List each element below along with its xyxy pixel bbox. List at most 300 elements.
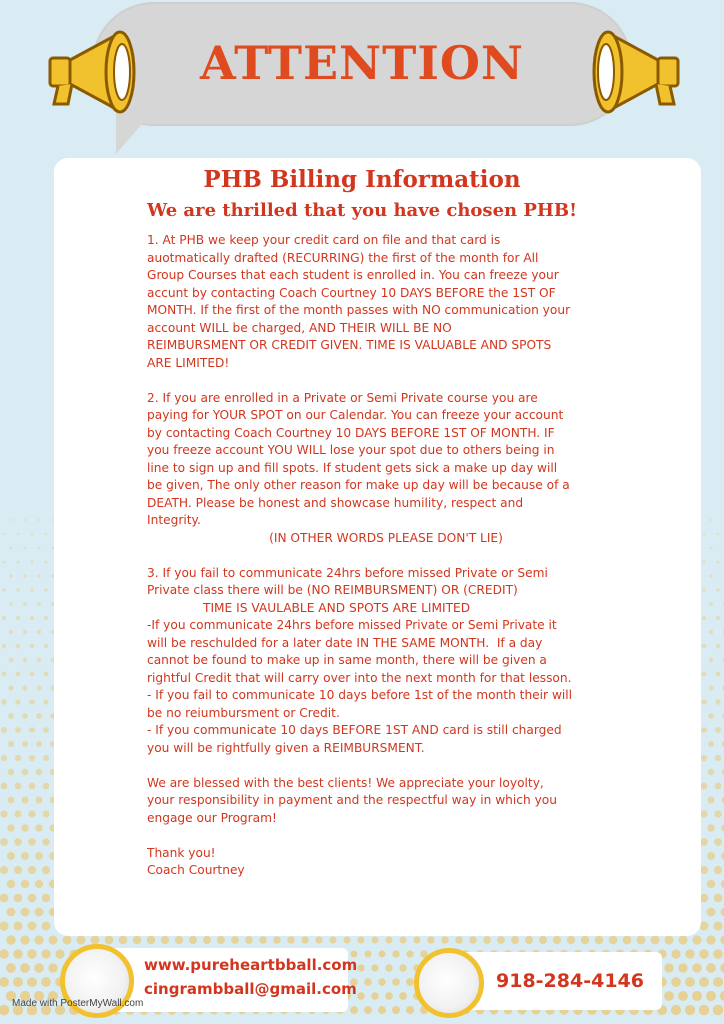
dot — [161, 936, 169, 944]
dot — [427, 936, 434, 943]
dot — [671, 949, 680, 958]
dot — [7, 824, 15, 832]
dot — [30, 644, 34, 648]
text-line: line to sign up and fill spots. If student gets sick a make up day will — [147, 460, 558, 475]
dot — [175, 936, 183, 944]
dot — [37, 630, 41, 634]
dot — [37, 602, 41, 606]
dot — [203, 936, 211, 944]
dot — [21, 824, 28, 831]
dot — [1, 727, 7, 733]
dot — [692, 935, 701, 944]
dot — [189, 936, 197, 944]
dot — [392, 978, 400, 986]
text-line: engage our Program! — [147, 810, 277, 825]
dot — [511, 936, 519, 944]
dot — [23, 574, 26, 577]
dot — [706, 991, 716, 1001]
card-heading: PHB Billing Information — [203, 166, 521, 193]
dot — [27, 977, 37, 987]
dot — [714, 894, 723, 903]
dot — [581, 936, 589, 944]
dot — [720, 935, 724, 944]
dot — [357, 992, 365, 1000]
dot — [708, 769, 715, 776]
dot — [43, 783, 50, 790]
dot — [9, 574, 12, 577]
dot — [685, 977, 695, 987]
dot — [34, 935, 43, 944]
dot — [16, 616, 20, 620]
dot — [710, 519, 712, 521]
dot — [8, 769, 15, 776]
dot — [23, 658, 28, 663]
dot — [29, 727, 35, 733]
dot — [702, 588, 706, 592]
dot — [1, 699, 6, 704]
time-limited-note: TIME IS VAULABLE AND SPOTS ARE LIMITED — [203, 600, 471, 615]
dot — [707, 852, 715, 860]
dot — [701, 727, 707, 733]
dot — [385, 964, 392, 971]
dot — [678, 963, 688, 973]
dot — [6, 935, 15, 944]
dot — [717, 533, 720, 536]
dot — [245, 936, 253, 944]
dot — [716, 644, 720, 648]
made-with-credit[interactable]: Made with PosterMyWall.com — [12, 998, 144, 1009]
dot — [38, 547, 41, 550]
dot — [7, 908, 16, 917]
email-link[interactable]: cingrambball@gmail.com — [144, 980, 357, 998]
dot — [715, 727, 721, 733]
dot — [63, 936, 72, 945]
dot — [364, 1006, 372, 1014]
billing-terms-text — [147, 232, 625, 880]
dot — [36, 741, 42, 747]
dot — [707, 908, 716, 917]
text-line: your responsibility in payment and the respectful way in which you — [147, 793, 557, 807]
text-line: - If you communicate 10 days BEFORE 1ST AND card is still charged — [147, 723, 562, 737]
dot — [44, 672, 49, 677]
dot — [406, 978, 414, 986]
dot — [35, 824, 42, 831]
text-line: Coach Courtney — [147, 863, 245, 877]
dot — [609, 936, 618, 945]
dot — [21, 880, 29, 888]
dot — [43, 699, 48, 704]
dot — [664, 991, 674, 1001]
text-line: ARE LIMITED! — [147, 355, 230, 370]
text-line: 1. At PHB we keep your credit card on file and that card is — [147, 233, 501, 247]
dot — [30, 616, 34, 620]
dot — [701, 699, 706, 704]
dot — [45, 533, 48, 536]
dot — [699, 977, 709, 987]
text-line: rightful Credit that will carry over into the next month for that lesson. — [147, 670, 572, 685]
dot — [720, 963, 724, 973]
dot — [700, 838, 708, 846]
dot — [701, 783, 708, 790]
dot — [13, 977, 23, 987]
dot — [0, 810, 7, 817]
terms-section-3 — [147, 565, 625, 600]
dot — [709, 658, 714, 663]
dot — [378, 978, 386, 986]
dot — [692, 963, 702, 973]
dot — [9, 602, 13, 606]
dot — [441, 936, 448, 943]
dot — [315, 936, 322, 943]
dot — [358, 937, 365, 944]
dot — [329, 936, 336, 943]
dot — [23, 602, 27, 606]
dot — [28, 894, 37, 903]
dot — [715, 755, 721, 761]
dot — [708, 741, 714, 747]
dot — [357, 964, 364, 971]
dot — [715, 699, 720, 704]
dot — [22, 741, 28, 747]
dot — [35, 880, 43, 888]
dot — [706, 935, 715, 944]
text-line: MONTH. If the first of the month passes with NO communication your — [147, 303, 571, 317]
text-line: DEATH. Please be honest and showcase humility, respect and — [147, 495, 524, 510]
honesty-note: (IN OTHER WORDS PLEASE DON'T LIE) — [269, 530, 503, 545]
dot — [259, 936, 267, 944]
dot — [22, 685, 27, 690]
dot — [231, 936, 239, 944]
text-line: auotmatically drafted (RECURRING) the first of the month for All — [147, 250, 539, 265]
dot — [15, 755, 21, 761]
text-line — [147, 372, 625, 390]
dot — [41, 977, 51, 987]
dot — [709, 574, 712, 577]
dot — [2, 560, 5, 563]
dot — [7, 852, 15, 860]
dot — [10, 519, 12, 521]
dot — [378, 950, 385, 957]
dot — [9, 630, 13, 634]
dot — [595, 936, 603, 944]
dot — [45, 561, 48, 564]
text-line — [147, 827, 625, 845]
website-link[interactable]: www.pureheartbball.com — [144, 956, 358, 974]
dot — [685, 1005, 695, 1015]
dot — [703, 533, 706, 536]
dot — [371, 992, 379, 1000]
dot — [21, 908, 30, 917]
dot — [664, 963, 673, 972]
text-line: accunt by contacting Coach Courtney 10 DAYS BEFORE the 1ST OF — [147, 285, 556, 300]
dot — [715, 783, 722, 790]
dot — [721, 908, 724, 917]
dot — [378, 1006, 386, 1014]
dot — [699, 949, 708, 958]
dot — [44, 616, 48, 620]
dot — [3, 533, 6, 536]
dot — [14, 810, 21, 817]
dot — [386, 937, 393, 944]
dot — [24, 547, 27, 550]
dot — [525, 936, 533, 944]
dot — [707, 824, 714, 831]
dot — [13, 921, 22, 930]
gold-ring-decoration — [414, 948, 484, 1018]
text-line: -If you communicate 24hrs before missed Private or Semi Private it — [147, 618, 557, 632]
dot — [651, 936, 660, 945]
spacer — [147, 547, 625, 565]
dot — [42, 894, 50, 902]
dot — [42, 838, 50, 846]
dot — [21, 852, 29, 860]
text-line: will be reschulded for a later date IN THE SAME MONTH. If a day — [147, 635, 543, 650]
dot — [77, 936, 86, 945]
dot — [36, 713, 42, 719]
dot — [710, 547, 713, 550]
dot — [38, 519, 40, 521]
dot — [716, 560, 719, 563]
phone-number[interactable]: 918-284-4146 — [496, 970, 644, 992]
dot — [706, 963, 716, 973]
text-line: - If you fail to communicate 10 days before 1st of the month their will — [147, 688, 573, 702]
dot — [385, 992, 393, 1000]
text-line: We are blessed with the best clients! We appreciate your loyolty, — [147, 775, 544, 790]
dot — [392, 1006, 400, 1014]
dot — [29, 783, 36, 790]
dot — [28, 866, 36, 874]
dot — [406, 950, 413, 957]
dot — [399, 964, 406, 971]
card-subheading: We are thrilled that you have chosen PHB! — [146, 200, 578, 221]
dot — [44, 588, 47, 591]
dot — [702, 560, 705, 563]
dot — [15, 727, 21, 733]
dot — [364, 950, 371, 957]
dot — [16, 588, 20, 592]
dot — [20, 963, 30, 973]
text-line — [147, 757, 625, 775]
text-line: Integrity. — [147, 513, 201, 527]
dot — [42, 866, 50, 874]
dot — [716, 672, 721, 677]
dot — [0, 838, 8, 846]
terms-section-3-details — [147, 617, 625, 880]
dot — [708, 797, 715, 804]
dot — [637, 936, 646, 945]
dot — [8, 685, 13, 690]
dot — [2, 644, 6, 648]
dot — [623, 936, 632, 945]
dot — [133, 936, 141, 944]
dot — [42, 810, 49, 817]
dot — [28, 838, 36, 846]
dot — [702, 672, 707, 677]
dot — [15, 699, 20, 704]
dot — [8, 741, 14, 747]
dot — [350, 1006, 358, 1014]
dot — [2, 616, 6, 620]
dot — [702, 644, 706, 648]
dot — [0, 949, 9, 959]
terms-section-1-2 — [147, 232, 625, 530]
dot — [301, 936, 308, 943]
text-line: 2. If you are enrolled in a Private or Semi Private course you are — [147, 390, 538, 405]
dot — [709, 602, 713, 606]
dot — [30, 560, 33, 563]
dot — [708, 685, 713, 690]
dot — [10, 547, 13, 550]
dot — [36, 685, 41, 690]
dot — [671, 977, 681, 987]
dot — [413, 936, 420, 943]
dot — [22, 797, 29, 804]
dot — [720, 991, 724, 1001]
dot — [708, 713, 714, 719]
dot — [399, 992, 407, 1000]
dot — [0, 1005, 9, 1016]
dot — [24, 519, 26, 521]
dot — [14, 866, 22, 874]
text-line: REIMBURSMENT OR CREDIT GIVEN. TIME IS VALUABLE AND SPOTS — [147, 338, 552, 352]
dot — [48, 935, 57, 944]
text-line: you freeze account YOU WILL lose your spot due to others being in — [147, 443, 555, 457]
dot — [343, 936, 350, 943]
dot — [9, 658, 14, 663]
dot — [364, 978, 371, 985]
dot — [0, 894, 8, 903]
dot — [678, 935, 687, 944]
dot — [30, 672, 35, 677]
dot — [713, 977, 723, 987]
dot — [35, 908, 44, 917]
dot — [48, 963, 58, 973]
text-line: be no reiumbursment or Credit. — [147, 705, 340, 720]
dot — [0, 977, 9, 987]
dot — [497, 936, 505, 944]
text-line: Private class there will be (NO REIMBURSMENT) OR (CREDIT) — [147, 583, 518, 597]
text-line: account WILL be charged, AND THEIR WILL BE NO — [147, 320, 452, 335]
dot — [17, 533, 20, 536]
dot — [713, 1005, 724, 1016]
dot — [685, 949, 694, 958]
text-line: be given, The only other reason for make up day will be because of a — [147, 478, 570, 492]
dot — [714, 810, 721, 817]
dot — [147, 936, 155, 944]
dot — [36, 769, 42, 775]
dot — [217, 936, 225, 944]
dot — [539, 936, 547, 944]
text-line: Group Courses that each student is enrolled in. You can freeze your — [147, 268, 559, 282]
text-line: 3. If you fail to communicate 24hrs before missed Private or Semi — [147, 565, 548, 580]
page-title: ATTENTION — [200, 36, 524, 90]
dot — [31, 533, 34, 536]
dot — [42, 922, 51, 931]
dot — [699, 1005, 709, 1015]
dot — [273, 936, 281, 944]
dot — [701, 755, 707, 761]
dot — [43, 727, 49, 733]
dot — [16, 644, 20, 648]
dot — [30, 588, 33, 591]
dot — [43, 755, 49, 761]
dot — [1, 755, 7, 761]
dot — [0, 921, 9, 930]
text-line: paying for YOUR SPOT on our Calendar. You can freeze your account — [147, 408, 564, 422]
dot — [371, 964, 378, 971]
dot — [8, 713, 14, 719]
dot — [36, 797, 43, 804]
dot — [1, 783, 8, 790]
text-line: Thank you! — [147, 845, 216, 860]
dot — [406, 1006, 414, 1014]
dot — [6, 963, 16, 973]
dot — [483, 936, 491, 944]
dot — [709, 630, 713, 634]
dot — [716, 588, 720, 592]
dot — [34, 963, 44, 973]
dot — [713, 949, 723, 959]
dot — [716, 616, 720, 620]
dot — [692, 991, 702, 1001]
dot — [671, 1005, 681, 1015]
dot — [702, 616, 706, 620]
dot — [392, 950, 399, 957]
dot — [2, 672, 7, 677]
dot — [678, 991, 688, 1001]
dot — [399, 936, 406, 943]
dot — [714, 838, 722, 846]
dot — [20, 935, 29, 944]
dot — [2, 588, 6, 592]
dot — [372, 937, 379, 944]
text-line: by contacting Coach Courtney 10 DAYS BEFORE 1ST OF MONTH. IF — [147, 425, 555, 440]
text-line: cannot be found to make up in same month, there will be given a — [147, 653, 547, 667]
dot — [35, 852, 43, 860]
dot — [7, 880, 15, 888]
dot — [0, 866, 8, 874]
dot — [15, 783, 22, 790]
dot — [29, 755, 35, 761]
text-line: you will be rightfully given a REIMBURSMENT. — [147, 740, 425, 755]
dot — [13, 949, 23, 959]
dot — [105, 936, 114, 945]
dot — [119, 936, 128, 945]
dot — [553, 936, 561, 944]
dot — [27, 949, 36, 958]
dot — [37, 574, 40, 577]
dot — [700, 810, 707, 817]
dot — [22, 713, 28, 719]
dot — [14, 838, 22, 846]
dot — [29, 699, 34, 704]
dot — [55, 949, 64, 958]
dot — [28, 922, 37, 931]
dot — [714, 866, 722, 874]
dot — [713, 921, 722, 930]
dot — [665, 936, 674, 945]
megaphone-icon — [40, 20, 150, 120]
dot — [37, 658, 42, 663]
dot — [16, 672, 21, 677]
dot — [28, 810, 35, 817]
dot — [469, 936, 477, 944]
dot — [41, 949, 50, 958]
dot — [455, 936, 463, 944]
dot — [7, 796, 14, 803]
dot — [22, 769, 29, 776]
dot — [287, 936, 294, 943]
